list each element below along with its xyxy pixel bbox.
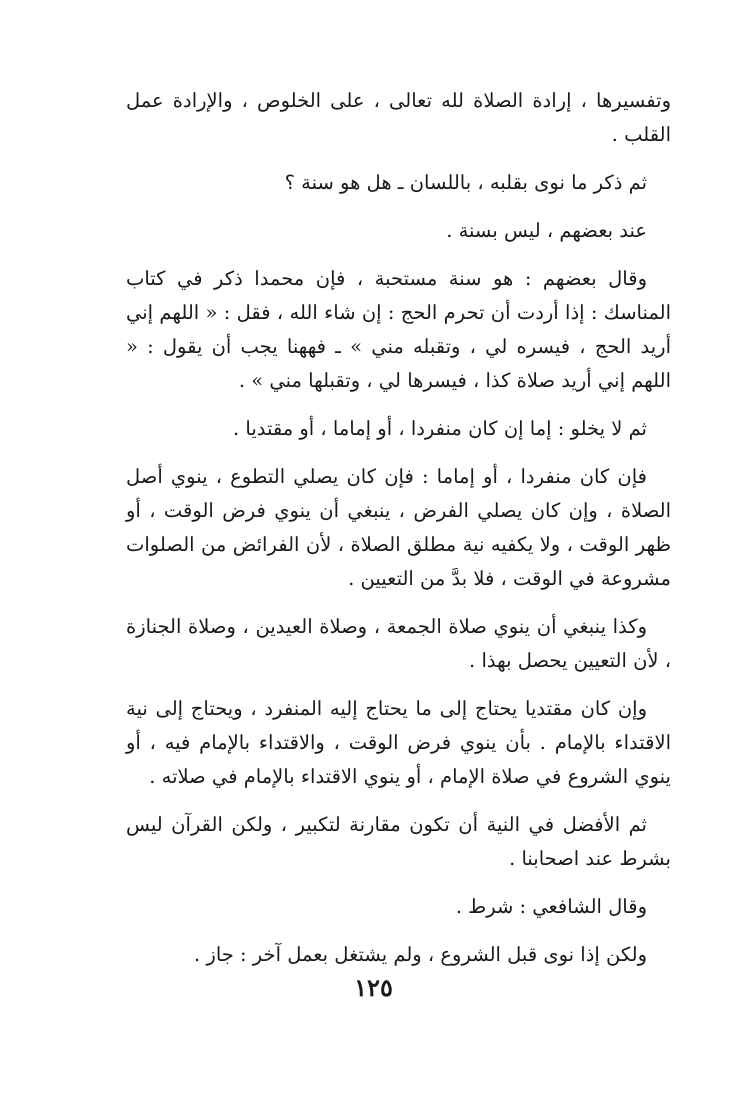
page-number: ١٢٥	[354, 973, 393, 1002]
text-body	[126, 84, 671, 986]
paragraph-3: عند بعضهم ، ليس بسنة .	[446, 219, 647, 242]
paragraph-4: وقال بعضهم : هو سنة مستحبة ، فإن محمدا ذكر في كتاب المناسك : إذا أردت أن تحرم الحج : إن شاء الله ، فقل : « اللهم إني أريد الحج ، فيسره لي ، وتقبله مني » ـ فههنا يجب أن يقول : « اللهم إني أريد صلاة كذا ، فيسرها لي ، وتقبلها مني » .	[126, 267, 671, 392]
paragraph-11: ولكن إذا نوى قبل الشروع ، ولم يشتغل بعمل آخر : جاز .	[194, 943, 647, 966]
paragraph-5: ثم لا يخلو : إما إن كان منفردا ، أو إماما ، أو مقتديا .	[232, 417, 647, 440]
paragraph-2: ثم ذكر ما نوى بقلبه ، باللسان ـ هل هو سنة ؟	[284, 171, 647, 194]
paragraph-7: وكذا ينبغي أن ينوي صلاة الجمعة ، وصلاة العيدين ، وصلاة الجنازة ، لأن التعيين يحصل بهذا .	[126, 615, 671, 672]
paragraph-8: وإن كان مقتديا يحتاج إلى ما يحتاج إليه المنفرد ، ويحتاج إلى نية الاقتداء بالإمام . بأن ينوي فرض الوقت ، والاقتداء بالإمام فيه ، أو ينوي الشروع في صلاة الإمام ، أو ينوي الاقتداء بالإمام في صلاته .	[126, 697, 671, 788]
paragraph-6: فإن كان منفردا ، أو إماما : فإن كان يصلي التطوع ، ينوي أصل الصلاة ، وإن كان يصلي الفرض ، ينبغي أن ينوي فرض الوقت ، أو ظهر الوقت ، ولا يكفيه نية مطلق الصلاة ، لأن الفرائض من الصلوات مشروعة في الوقت ، فلا بدَّ من التعيين .	[126, 465, 671, 590]
paragraph-9: ثم الأفضل في النية أن تكون مقارنة لتكبير ، ولكن القرآن ليس بشرط عند اصحابنا .	[126, 813, 671, 870]
paragraph-10: وقال الشافعي : شرط .	[455, 895, 647, 918]
paragraph-1: وتفسيرها ، إرادة الصلاة لله تعالى ، على الخلوص ، والإرادة عمل القلب .	[126, 89, 671, 146]
